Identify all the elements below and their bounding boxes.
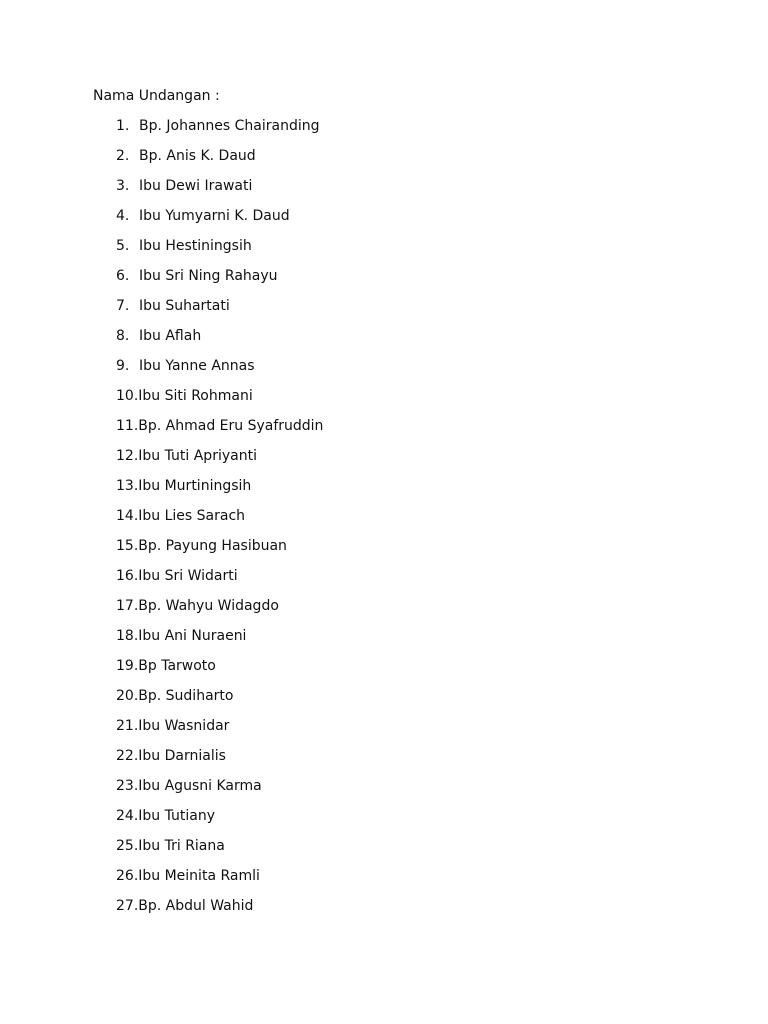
guest-entry <box>116 896 253 916</box>
guest-entry <box>116 596 279 616</box>
guest-name: Ibu Sri Widarti <box>138 568 238 584</box>
guest-entry <box>116 386 253 406</box>
guest-name: Ibu Agusni Karma <box>138 778 262 794</box>
guest-name: Bp Tarwoto <box>138 658 216 674</box>
guest-name: Ibu Yanne Annas <box>139 358 255 374</box>
guest-number: 21. <box>116 718 139 734</box>
guest-name: Bp. Payung Hasibuan <box>138 538 287 554</box>
guest-number: 26. <box>116 868 139 884</box>
guest-name: Ibu Lies Sarach <box>138 508 246 524</box>
list-heading: Nama Undangan : <box>93 88 220 104</box>
guest-entry <box>116 626 246 646</box>
guest-name: Bp. Johannes Chairanding <box>139 118 320 134</box>
guest-entry <box>116 536 287 556</box>
guest-number: 25. <box>116 838 139 854</box>
guest-entry <box>116 866 260 886</box>
guest-number: 27. <box>116 898 139 914</box>
guest-name: Ibu Wasnidar <box>138 718 230 734</box>
guest-entry <box>116 446 257 466</box>
guest-number: 24. <box>116 808 139 824</box>
guest-number: 11. <box>116 418 139 434</box>
guest-number: 2. <box>116 148 130 164</box>
guest-entry <box>116 656 216 676</box>
guest-name: Ibu Tri Riana <box>138 838 225 854</box>
guest-name: Ibu Suhartati <box>139 298 230 314</box>
guest-number: 9. <box>116 358 130 374</box>
guest-entry <box>116 746 226 766</box>
guest-name: Ibu Murtiningsih <box>138 478 252 494</box>
guest-name: Ibu Meinita Ramli <box>138 868 260 884</box>
guest-entry <box>116 686 233 706</box>
guest-number: 1. <box>116 118 130 134</box>
guest-name: Bp. Abdul Wahid <box>138 898 254 914</box>
guest-name: Bp. Wahyu Widagdo <box>138 598 279 614</box>
guest-entry <box>116 506 245 526</box>
guest-name: Ibu Ani Nuraeni <box>138 628 247 644</box>
guest-name: Ibu Siti Rohmani <box>138 388 253 404</box>
guest-number: 10. <box>116 388 139 404</box>
guest-entry <box>116 566 238 586</box>
guest-number: 7. <box>116 298 130 314</box>
guest-name: Bp. Sudiharto <box>138 688 234 704</box>
guest-number: 18. <box>116 628 139 644</box>
guest-number: 22. <box>116 748 139 764</box>
guest-number: 23. <box>116 778 139 794</box>
guest-entry <box>116 806 215 826</box>
guest-number: 15. <box>116 538 139 554</box>
guest-number: 5. <box>116 238 130 254</box>
guest-name: Ibu Yumyarni K. Daud <box>139 208 290 224</box>
guest-number: 4. <box>116 208 130 224</box>
guest-number: 6. <box>116 268 130 284</box>
guest-number: 17. <box>116 598 139 614</box>
guest-name: Ibu Hestiningsih <box>139 238 252 254</box>
guest-name: Ibu Tutiany <box>138 808 216 824</box>
guest-number: 13. <box>116 478 139 494</box>
guest-name: Ibu Tuti Apriyanti <box>138 448 257 464</box>
guest-name: Ibu Dewi Irawati <box>139 178 253 194</box>
guest-number: 3. <box>116 178 130 194</box>
guest-name: Ibu Aflah <box>139 328 202 344</box>
guest-entry <box>116 476 251 496</box>
guest-number: 8. <box>116 328 130 344</box>
guest-entry <box>116 836 225 856</box>
guest-name: Bp. Anis K. Daud <box>139 148 256 164</box>
guest-name: Bp. Ahmad Eru Syafruddin <box>138 418 324 434</box>
guest-number: 16. <box>116 568 139 584</box>
guest-number: 14. <box>116 508 139 524</box>
guest-entry <box>116 776 262 796</box>
guest-number: 19. <box>116 658 139 674</box>
guest-number: 20. <box>116 688 139 704</box>
guest-name: Ibu Sri Ning Rahayu <box>139 268 278 284</box>
guest-number: 12. <box>116 448 139 464</box>
guest-entry <box>116 716 229 736</box>
guest-entry <box>116 416 323 436</box>
guest-name: Ibu Darnialis <box>138 748 226 764</box>
